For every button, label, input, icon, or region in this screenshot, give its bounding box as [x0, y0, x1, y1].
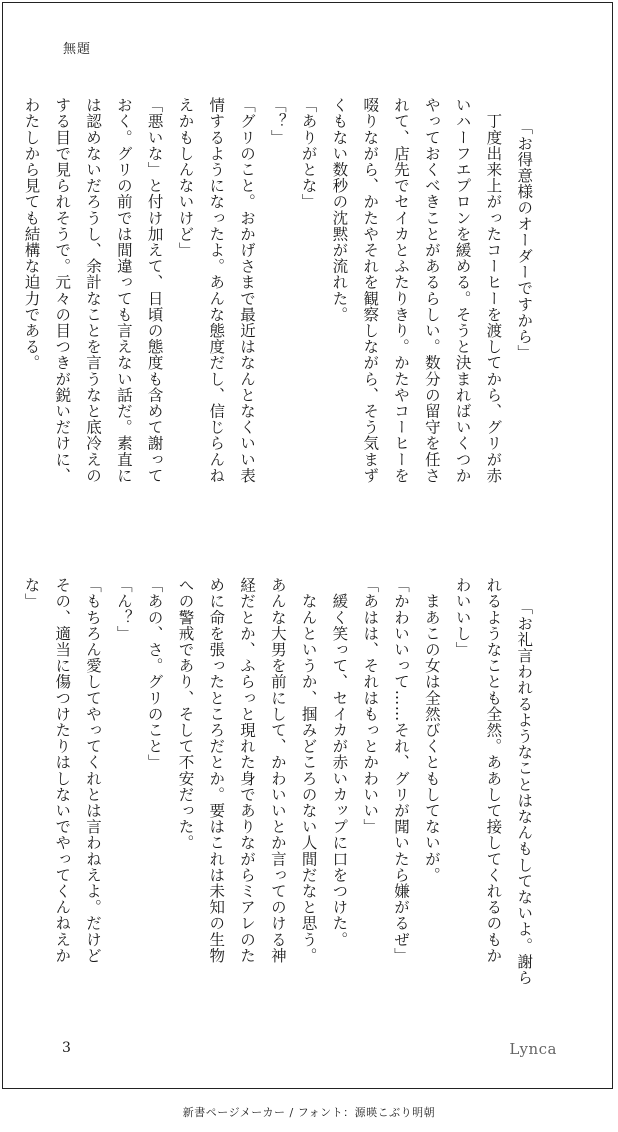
text-line: 「悪いな」と付け加えて、日頃の態度も含めて謝って [145, 97, 164, 484]
text-line: 「あはは、それはもっとかわいい」 [361, 577, 380, 835]
text-line: への警戒であり、そして不安だった。 [176, 577, 195, 851]
text-line: 「お得意様のオーダーですから」 [515, 119, 534, 361]
text-line: 「もちろん愛してやってくれとは言わねえよ。だけど [84, 577, 103, 964]
text-line: おく。グリの前では間違っても言えない話だ。素直に [114, 97, 133, 484]
text-line: 「グリのこと。おかげさまで最近はなんとなくいい表 [238, 97, 257, 484]
text-line: やっておくべきことがあるらしい。数分の留守を任さ [422, 97, 441, 484]
text-line: いハーフエプロンを緩める。そうと決まればいくつか [453, 97, 472, 484]
page-number: 3 [62, 1040, 71, 1056]
text-line: は認めないだろうし、余計なことを言うなと底冷えの [84, 97, 103, 484]
text-block-bottom [0, 577, 570, 1017]
text-line: 啜りながら、かたやそれを観察しながら、そう気まず [361, 97, 380, 484]
text-line: 経だとか、ふらっと現れた身でありながらミアレのた [238, 577, 257, 964]
text-line: 丁度出来上がったコーヒーを渡してから、グリが赤 [484, 97, 503, 484]
text-line: する目で見られそうで。元々の目つきが鋭いだけに、 [53, 97, 72, 484]
text-line: 緩く笑って、セイカが赤いカップに口をつけた。 [330, 577, 349, 948]
text-line: くもない数秒の沈黙が流れた。 [330, 97, 349, 323]
text-line: 情するようになったよ。あんな態度だし、信じらんね [207, 97, 226, 484]
text-line: その、適当に傷つけたりはしないでやってくんねえか [53, 577, 72, 964]
text-block-top [0, 97, 570, 537]
text-line: えかもしんないけど」 [176, 97, 195, 258]
page-title: 無題 [63, 42, 92, 57]
text-line: 「？」 [268, 97, 287, 146]
text-line: わいいし」 [453, 577, 472, 658]
text-line: めに命を張ったところだとか。要はこれは未知の生物 [207, 577, 226, 964]
text-line: れて、店先でセイカとふたりきり。かたやコーヒーを [392, 97, 411, 484]
text-line: 「あの、さ。グリのこと」 [145, 577, 164, 771]
text-line: なんというか、掴みどころのない人間だなと思う。 [299, 577, 318, 964]
text-line: 「ん？」 [114, 577, 133, 642]
novel-page [2, 2, 613, 1089]
text-line: 「かわいいって……それ、グリが聞いたら嫌がるぜ」 [392, 577, 411, 964]
text-line: れるようなことも全然。ああして接してくれるのもか [484, 577, 503, 964]
text-line: な」 [22, 577, 41, 610]
author-name: Lynca [509, 1040, 557, 1058]
footer-credit: 新書ページメーカー / フォント：源暎こぶり明朝 [182, 1106, 436, 1119]
text-line: わたしから見ても結構な迫力である。 [22, 97, 41, 371]
text-line: 「ありがとな」 [299, 97, 318, 210]
text-line: あんな大男を前にして、かわいいとか言ってのける神 [268, 577, 287, 964]
text-line: まあこの女は全然びくともしてないが。 [422, 577, 441, 883]
text-line: 「お礼言われるようなことはなんもしてないよ。謝ら [515, 599, 534, 986]
